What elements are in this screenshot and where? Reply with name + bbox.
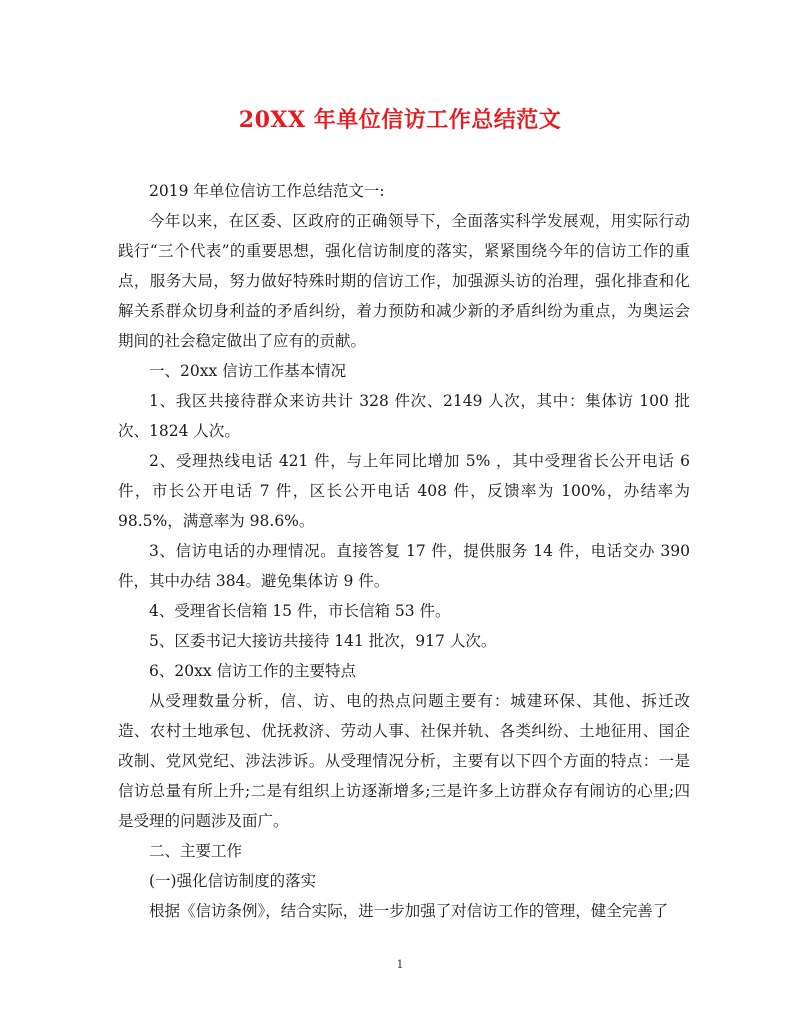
page-number: 1 — [396, 958, 404, 971]
document-body — [118, 176, 690, 926]
section-heading-1: 一、20xx 信访工作基本情况 — [149, 362, 347, 380]
document-title: 20XX 年单位信访工作总结范文 — [238, 107, 562, 133]
paragraph-item-2: 2、受理热线电话 421 件，与上年同比增加 5% ，其中受理省长公开电话 6 件，市长公开电话 7 件，区长公开电话 408 件，反馈率为 100%，办结率为 98.5%，满意率为 98.6%。 — [118, 452, 690, 530]
paragraph-analysis: 从受理数量分析，信、访、电的热点问题主要有：城建环保、其他、拆迁改造、农村土地承包、优抚救济、劳动人事、社保并轨、各类纠纷、土地征用、国企改制、党风党纪、涉法涉诉。从受理情况分析，主要有以下四个方面的特点：一是信访总量有所上升;二是有组织上访逐渐增多;三是许多上访群众存有闹访的心里;四是受理的问题涉及面广。 — [118, 692, 690, 830]
section-heading-2: 二、主要工作 — [149, 842, 243, 860]
paragraph-item-6: 6、20xx 信访工作的主要特点 — [149, 662, 356, 680]
subsection-heading: (一)强化信访制度的落实 — [149, 872, 317, 890]
paragraph-regulation: 根据《信访条例》，结合实际，进一步加强了对信访工作的管理，健全完善了 — [149, 902, 669, 920]
paragraph-item-5: 5、区委书记大接访共接待 141 批次，917 人次。 — [149, 632, 497, 650]
paragraph-item-1: 1、我区共接待群众来访共计 328 件次、2149 人次，其中：集体访 100 批次、1824 人次。 — [118, 392, 690, 440]
paragraph-intro: 今年以来，在区委、区政府的正确领导下，全面落实科学发展观，用实际行动践行“三个代表”的重要思想，强化信访制度的落实，紧紧围绕今年的信访工作的重点，服务大局，努力做好特殊时期的信访工作，加强源头访的治理，强化排查和化解关系群众切身利益的矛盾纠纷，着力预防和减少新的矛盾纠纷为重点，为奥运会期间的社会稳定做出了应有的贡献。 — [118, 212, 690, 350]
paragraph-subtitle: 2019 年单位信访工作总结范文一: — [149, 182, 385, 200]
paragraph-item-4: 4、受理省长信箱 15 件，市长信箱 53 件。 — [149, 602, 451, 620]
paragraph-item-3: 3、信访电话的办理情况。直接答复 17 件，提供服务 14 件，电话交办 390 件，其中办结 384。避免集体访 9 件。 — [118, 542, 690, 590]
